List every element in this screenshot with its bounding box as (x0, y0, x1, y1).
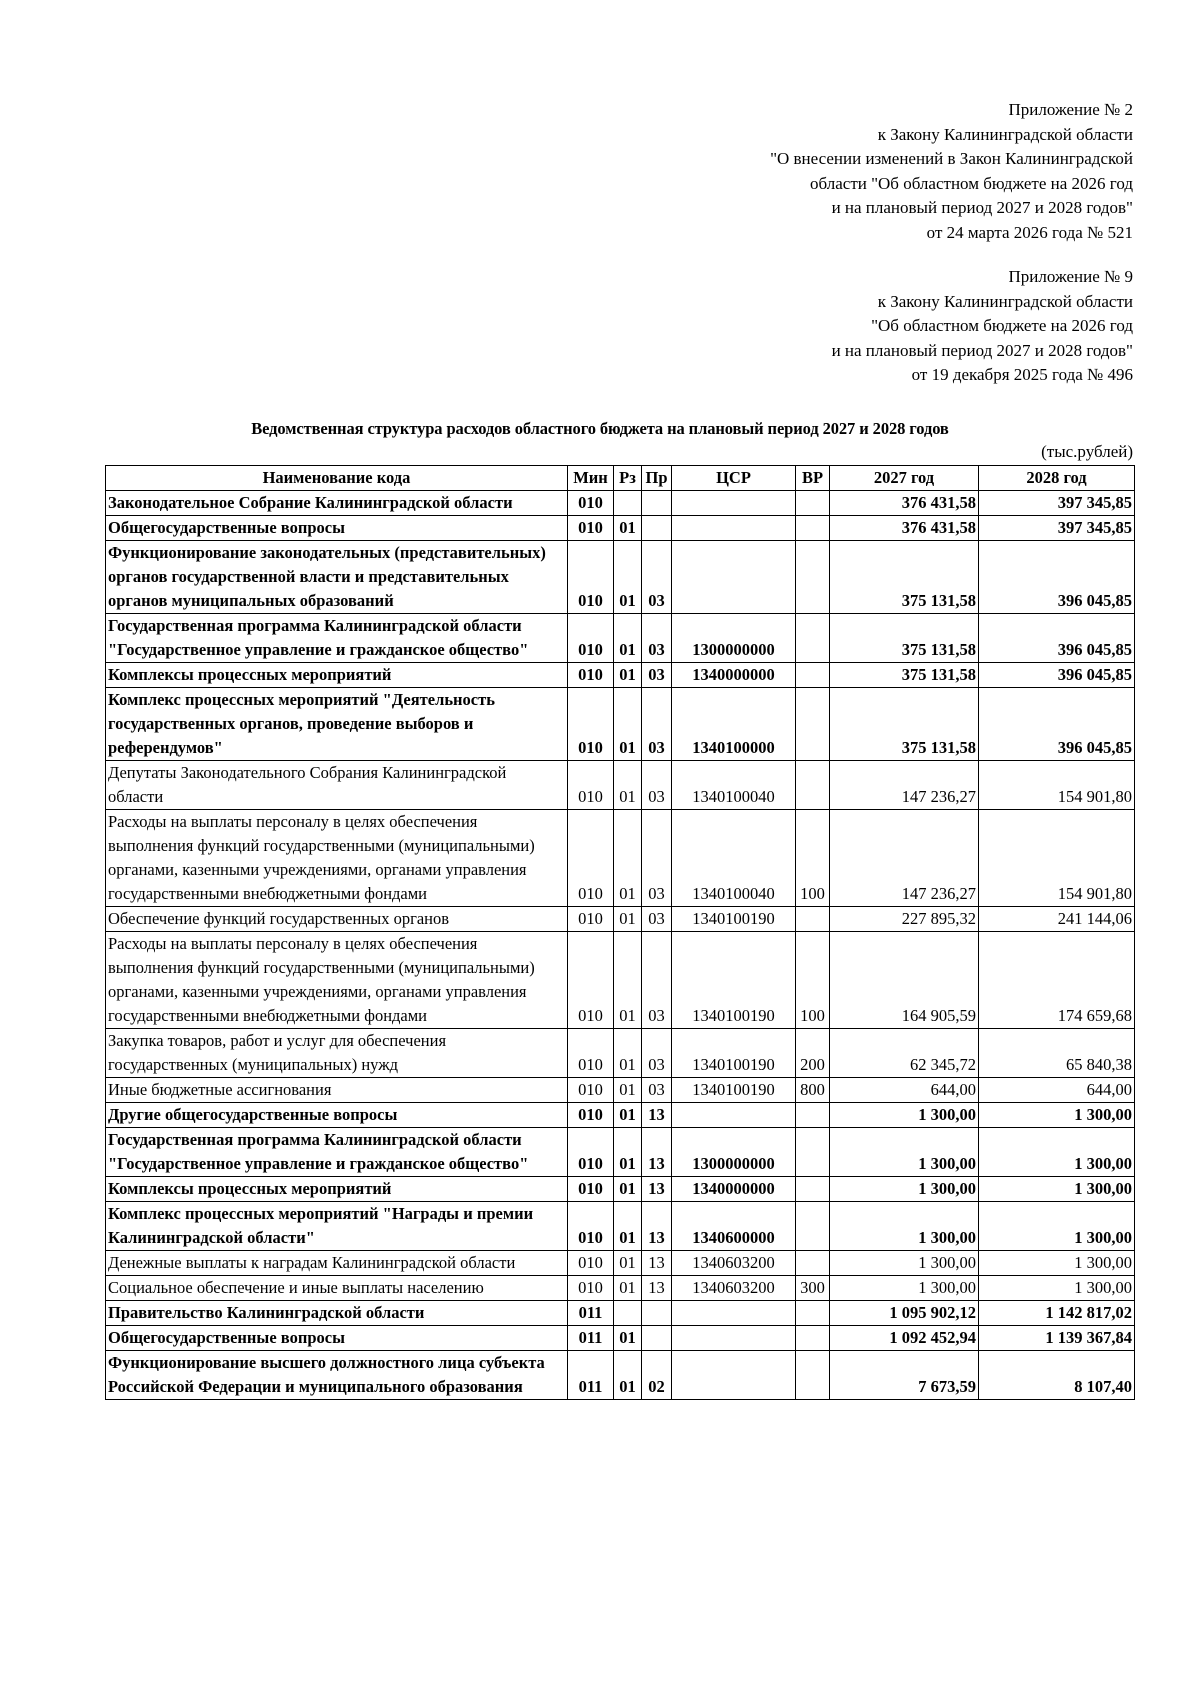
appendix-line: к Закону Калининградской области (877, 124, 1133, 144)
appendix-line: и на плановый период 2027 и 2028 годов" (831, 340, 1133, 360)
cell-name: Денежные выплаты к наградам Калининградской области (106, 1251, 568, 1276)
cell-name: Правительство Калининградской области (106, 1301, 568, 1326)
cell-2027: 1 300,00 (830, 1276, 979, 1301)
cell-name: Депутаты Законодательного Собрания Калининградской области (106, 761, 568, 810)
cell-rz: 01 (614, 663, 642, 688)
cell-2028: 397 345,85 (979, 516, 1135, 541)
cell-csr: 1340000000 (672, 663, 796, 688)
cell-2028: 1 300,00 (979, 1177, 1135, 1202)
cell-vr (796, 516, 830, 541)
appendix-line: "О внесении изменений в Закон Калининградской (770, 149, 1133, 168)
cell-name: Расходы на выплаты персоналу в целях обеспечения выполнения функций государственными (муниципальными) органами, казенными учреждениями, органами управления государственными внебюджетными фондами (106, 932, 568, 1029)
cell-pr: 03 (642, 1029, 672, 1078)
cell-2028: 1 300,00 (979, 1202, 1135, 1251)
cell-min: 010 (568, 1276, 614, 1301)
cell-2028: 174 659,68 (979, 932, 1135, 1029)
cell-pr: 03 (642, 932, 672, 1029)
cell-min: 010 (568, 907, 614, 932)
budget-table (105, 465, 1135, 1400)
table-row (106, 1351, 1135, 1400)
cell-rz: 01 (614, 810, 642, 907)
cell-2028: 154 901,80 (979, 810, 1135, 907)
table-row (106, 810, 1135, 907)
cell-vr (796, 1351, 830, 1400)
cell-csr: 1340600000 (672, 1202, 796, 1251)
cell-min: 010 (568, 1029, 614, 1078)
cell-2027: 147 236,27 (830, 810, 979, 907)
cell-2027: 375 131,58 (830, 663, 979, 688)
cell-vr (796, 1103, 830, 1128)
cell-2027: 376 431,58 (830, 516, 979, 541)
cell-vr (796, 1326, 830, 1351)
table-row (106, 1078, 1135, 1103)
header-2028: 2028 год (979, 466, 1135, 491)
cell-2027: 1 300,00 (830, 1103, 979, 1128)
cell-vr: 800 (796, 1078, 830, 1103)
document-title: Ведомственная структура расходов областного бюджета на плановый период 2027 и 2028 годов (251, 419, 949, 438)
cell-csr: 1340100040 (672, 761, 796, 810)
cell-csr: 1340100190 (672, 932, 796, 1029)
cell-2028: 65 840,38 (979, 1029, 1135, 1078)
appendix-line: от 19 декабря 2025 года № 496 (911, 365, 1133, 384)
appendix-line: и на плановый период 2027 и 2028 годов" (831, 198, 1133, 217)
cell-pr: 03 (642, 663, 672, 688)
cell-2027: 375 131,58 (830, 541, 979, 614)
cell-vr (796, 907, 830, 932)
cell-vr (796, 491, 830, 516)
header-name: Наименование кода (106, 466, 568, 491)
cell-name: Расходы на выплаты персоналу в целях обеспечения выполнения функций государственными (муниципальными) органами, казенными учреждениями, органами управления государственными внебюджетными фондами (106, 810, 568, 907)
cell-2027: 227 895,32 (830, 907, 979, 932)
cell-vr (796, 663, 830, 688)
cell-name: Государственная программа Калининградской области "Государственное управление и гражданское общество" (106, 1128, 568, 1177)
appendix-line: "Об областном бюджете на 2026 год (871, 316, 1133, 335)
cell-name: Комплексы процессных мероприятий (106, 663, 568, 688)
table-row (106, 688, 1135, 761)
cell-csr (672, 491, 796, 516)
cell-2027: 1 300,00 (830, 1251, 979, 1276)
cell-min: 010 (568, 516, 614, 541)
appendix-current-header (770, 98, 1133, 245)
table-row (106, 1276, 1135, 1301)
cell-2028: 396 045,85 (979, 614, 1135, 663)
cell-pr: 03 (642, 810, 672, 907)
cell-rz: 01 (614, 688, 642, 761)
cell-name: Другие общегосударственные вопросы (106, 1103, 568, 1128)
cell-2027: 7 673,59 (830, 1351, 979, 1400)
cell-min: 010 (568, 541, 614, 614)
cell-csr: 1340100040 (672, 810, 796, 907)
cell-pr: 13 (642, 1276, 672, 1301)
cell-2028: 396 045,85 (979, 541, 1135, 614)
cell-pr (642, 1326, 672, 1351)
cell-2027: 1 300,00 (830, 1128, 979, 1177)
cell-2027: 1 095 902,12 (830, 1301, 979, 1326)
cell-min: 010 (568, 932, 614, 1029)
appendix-line: Приложение № 9 (1008, 267, 1133, 286)
cell-min: 010 (568, 663, 614, 688)
cell-vr (796, 614, 830, 663)
table-header-row (106, 466, 1135, 491)
cell-rz: 01 (614, 614, 642, 663)
cell-2027: 376 431,58 (830, 491, 979, 516)
cell-min: 010 (568, 1128, 614, 1177)
units-label: (тыс.рублей) (1041, 442, 1133, 461)
cell-rz: 01 (614, 907, 642, 932)
cell-min: 010 (568, 761, 614, 810)
cell-rz: 01 (614, 932, 642, 1029)
cell-vr: 100 (796, 932, 830, 1029)
cell-min: 010 (568, 1078, 614, 1103)
cell-name: Комплексы процессных мероприятий (106, 1177, 568, 1202)
cell-vr: 100 (796, 810, 830, 907)
cell-name: Обеспечение функций государственных органов (106, 907, 568, 932)
cell-rz: 01 (614, 1128, 642, 1177)
table-row (106, 1128, 1135, 1177)
cell-rz: 01 (614, 1078, 642, 1103)
cell-csr (672, 1351, 796, 1400)
cell-rz: 01 (614, 1351, 642, 1400)
table-row (106, 932, 1135, 1029)
cell-pr (642, 491, 672, 516)
cell-pr: 13 (642, 1202, 672, 1251)
cell-csr (672, 541, 796, 614)
cell-name: Общегосударственные вопросы (106, 516, 568, 541)
table-row (106, 1251, 1135, 1276)
cell-pr: 13 (642, 1103, 672, 1128)
header-min: Мин (568, 466, 614, 491)
cell-min: 010 (568, 614, 614, 663)
header-pr: Пр (642, 466, 672, 491)
cell-2028: 1 300,00 (979, 1276, 1135, 1301)
cell-name: Функционирование высшего должностного лица субъекта Российской Федерации и муниципального образования (106, 1351, 568, 1400)
cell-min: 011 (568, 1301, 614, 1326)
cell-name: Законодательное Собрание Калининградской области (106, 491, 568, 516)
cell-csr: 1340603200 (672, 1251, 796, 1276)
table-row (106, 1029, 1135, 1078)
cell-rz (614, 491, 642, 516)
table-row (106, 1202, 1135, 1251)
cell-2028: 397 345,85 (979, 491, 1135, 516)
appendix-line: к Закону Калининградской области (877, 291, 1133, 311)
cell-2028: 1 300,00 (979, 1103, 1135, 1128)
table-row (106, 907, 1135, 932)
cell-csr (672, 1326, 796, 1351)
cell-min: 010 (568, 1251, 614, 1276)
cell-csr: 1340603200 (672, 1276, 796, 1301)
cell-min: 010 (568, 810, 614, 907)
cell-csr: 1340100190 (672, 1029, 796, 1078)
cell-2027: 1 300,00 (830, 1177, 979, 1202)
cell-rz: 01 (614, 1177, 642, 1202)
cell-vr (796, 1128, 830, 1177)
cell-name: Функционирование законодательных (представительных) органов государственной власти и представительных органов муниципальных образований (106, 541, 568, 614)
cell-pr: 13 (642, 1251, 672, 1276)
cell-rz: 01 (614, 1202, 642, 1251)
cell-vr (796, 1177, 830, 1202)
table-row (106, 541, 1135, 614)
cell-vr: 300 (796, 1276, 830, 1301)
cell-min: 010 (568, 688, 614, 761)
cell-pr: 03 (642, 1078, 672, 1103)
cell-rz (614, 1301, 642, 1326)
cell-vr (796, 688, 830, 761)
cell-2027: 147 236,27 (830, 761, 979, 810)
cell-2028: 396 045,85 (979, 688, 1135, 761)
cell-csr: 1340000000 (672, 1177, 796, 1202)
cell-min: 010 (568, 1103, 614, 1128)
table-row (106, 491, 1135, 516)
cell-pr: 13 (642, 1177, 672, 1202)
cell-pr: 03 (642, 761, 672, 810)
cell-csr: 1300000000 (672, 1128, 796, 1177)
table-row (106, 663, 1135, 688)
cell-2028: 1 139 367,84 (979, 1326, 1135, 1351)
cell-vr (796, 761, 830, 810)
cell-pr: 03 (642, 541, 672, 614)
cell-rz: 01 (614, 1276, 642, 1301)
table-row (106, 1301, 1135, 1326)
cell-2027: 164 905,59 (830, 932, 979, 1029)
cell-pr (642, 1301, 672, 1326)
cell-name: Комплекс процессных мероприятий "Деятельность государственных органов, проведение выборов и референдумов" (106, 688, 568, 761)
cell-2028: 154 901,80 (979, 761, 1135, 810)
cell-pr (642, 516, 672, 541)
table-row (106, 1177, 1135, 1202)
table-row (106, 1103, 1135, 1128)
cell-name: Социальное обеспечение и иные выплаты населению (106, 1276, 568, 1301)
cell-csr (672, 1301, 796, 1326)
cell-csr: 1340100000 (672, 688, 796, 761)
cell-2028: 241 144,06 (979, 907, 1135, 932)
header-2027: 2027 год (830, 466, 979, 491)
cell-csr (672, 516, 796, 541)
appendix-line: области "Об областном бюджете на 2026 год (810, 173, 1133, 193)
cell-min: 011 (568, 1326, 614, 1351)
cell-rz: 01 (614, 516, 642, 541)
cell-rz: 01 (614, 1251, 642, 1276)
cell-2028: 644,00 (979, 1078, 1135, 1103)
table-body (106, 491, 1135, 1400)
appendix-line: от 24 марта 2026 года № 521 (926, 222, 1133, 242)
cell-pr: 13 (642, 1128, 672, 1177)
cell-pr: 02 (642, 1351, 672, 1400)
table-row (106, 516, 1135, 541)
cell-rz: 01 (614, 1326, 642, 1351)
cell-name: Иные бюджетные ассигнования (106, 1078, 568, 1103)
cell-vr: 200 (796, 1029, 830, 1078)
cell-vr (796, 1301, 830, 1326)
cell-rz: 01 (614, 1029, 642, 1078)
cell-name: Закупка товаров, работ и услуг для обеспечения государственных (муниципальных) нужд (106, 1029, 568, 1078)
cell-min: 010 (568, 1177, 614, 1202)
cell-2028: 1 142 817,02 (979, 1301, 1135, 1326)
cell-name: Комплекс процессных мероприятий "Награды и премии Калининградской области" (106, 1202, 568, 1251)
cell-2028: 8 107,40 (979, 1351, 1135, 1400)
cell-2027: 375 131,58 (830, 614, 979, 663)
table-row (106, 1326, 1135, 1351)
cell-csr (672, 1103, 796, 1128)
table-row (106, 761, 1135, 810)
cell-rz: 01 (614, 761, 642, 810)
cell-2027: 1 300,00 (830, 1202, 979, 1251)
cell-2027: 644,00 (830, 1078, 979, 1103)
cell-csr: 1340100190 (672, 1078, 796, 1103)
cell-vr (796, 541, 830, 614)
cell-min: 011 (568, 1351, 614, 1400)
cell-pr: 03 (642, 907, 672, 932)
cell-2027: 62 345,72 (830, 1029, 979, 1078)
cell-name: Общегосударственные вопросы (106, 1326, 568, 1351)
cell-csr: 1340100190 (672, 907, 796, 932)
appendix-line: Приложение № 2 (1008, 100, 1133, 119)
header-rz: Рз (614, 466, 642, 491)
header-csr: ЦСР (672, 466, 796, 491)
cell-rz: 01 (614, 1103, 642, 1128)
cell-vr (796, 1251, 830, 1276)
cell-2028: 396 045,85 (979, 663, 1135, 688)
header-vr: ВР (796, 466, 830, 491)
cell-pr: 03 (642, 614, 672, 663)
cell-rz: 01 (614, 541, 642, 614)
cell-csr: 1300000000 (672, 614, 796, 663)
cell-2027: 1 092 452,94 (830, 1326, 979, 1351)
cell-vr (796, 1202, 830, 1251)
table-row (106, 614, 1135, 663)
cell-min: 010 (568, 491, 614, 516)
cell-2028: 1 300,00 (979, 1128, 1135, 1177)
cell-2027: 375 131,58 (830, 688, 979, 761)
appendix-original-header (832, 265, 1133, 388)
cell-name: Государственная программа Калининградской области "Государственное управление и гражданское общество" (106, 614, 568, 663)
cell-2028: 1 300,00 (979, 1251, 1135, 1276)
cell-pr: 03 (642, 688, 672, 761)
cell-min: 010 (568, 1202, 614, 1251)
